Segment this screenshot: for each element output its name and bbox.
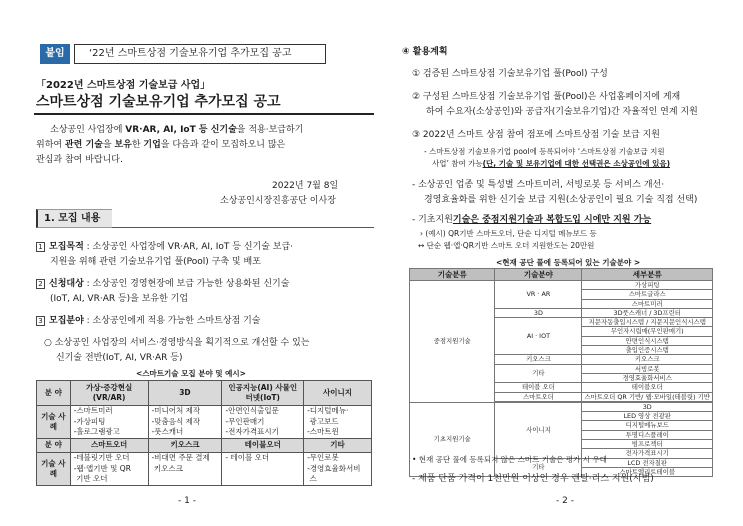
- table-header: 세부분류: [582, 269, 713, 281]
- group-cell: 기초지원기술: [410, 402, 495, 476]
- detail-cell: 3D풋스캐너 / 3D프린터: [582, 308, 713, 317]
- item-field: 3 모집분야 : 소상공인에게 적용 가능한 스마트상점 기술: [36, 314, 260, 328]
- item-target-cont: (IoT, AI, VR·AR 등)을 보유한 기업: [50, 294, 189, 304]
- plan-sub-3-example: › (예시) QR기반 스마트오더, 단순 디지털 메뉴보드 등: [420, 229, 597, 238]
- field-cell: 스마트오더: [495, 392, 582, 401]
- detail-cell: 스마트오더 QR 기반/ 웹·모바일(테블릿) 기반: [582, 392, 713, 401]
- note-1: • 현재 공단 풀에 등록되지 않은 스마트 기술은 평가 시 우대: [412, 455, 607, 464]
- table-cell: -비대면 주문 결제 키오스크: [148, 453, 222, 486]
- field-cell: 테이블 오더: [495, 383, 582, 392]
- table-caption: <현재 공단 풀에 등록되어 있는 기술분야 >: [496, 258, 641, 267]
- field-cell: 키오스크: [495, 355, 582, 364]
- tech-fields-table: [36, 380, 372, 486]
- plan-item-2-cont: 하여 수요자(소상공인)와 공급자(기술보유기업)간 자율적인 연계 지원: [426, 107, 698, 117]
- field-cell: VR · AR: [495, 281, 582, 309]
- plan-item-2: ② 구성된 스마트상점 기술보유기업 풀(Pool)은 사업홈페이지에 게재: [412, 92, 681, 102]
- table-header: 사이니지: [304, 381, 372, 406]
- detail-cell: 테이블오더: [582, 383, 713, 392]
- item-purpose-cont: 지원을 위해 관련 기술보유기업 풀(Pool) 구축 및 배포: [50, 257, 261, 267]
- intro-line-1: 소상공인 사업장에 VR·AR, AI, IoT 등 신기술을 적용·보급하기: [50, 125, 304, 135]
- row-label: 기술 사례: [37, 406, 71, 439]
- detail-cell: 출입인증시스템: [582, 346, 713, 355]
- detail-cell: 스마트미러: [582, 299, 713, 308]
- plan-sub-3-limit: ↔ 단순 웹·앱·QR기반 스마트 오더 지원한도는 20만원: [418, 241, 595, 250]
- detail-cell: 가상피팅: [582, 281, 713, 290]
- table-cell: -스마트미러 -가상피팅 -홀로그램광고: [70, 406, 148, 439]
- detail-cell: 무인자시립매(무인판매기): [582, 327, 713, 336]
- table-header: 기술분야: [495, 269, 582, 281]
- page-title: 스마트상점 기술보유기업 추가모집 공고: [36, 94, 281, 110]
- plan-item-3: ③ 2022년 스마트 상점 참여 점포에 스마트상점 기술 보급 지원: [412, 130, 660, 140]
- plan-sub-1-cont: 사업’ 참여 가능(단, 기술 및 보유기업에 대한 선택권은 소상공인에 있음): [432, 159, 670, 168]
- intro-line-2: 위하여 관련 기술을 보유한 기업을 다음과 같이 모집하오니 많은: [36, 140, 286, 150]
- detail-cell: 3D: [582, 402, 713, 411]
- plan-sub-2-cont: 경영효율화를 위한 신기술 보급 지원(소상공인이 필요 기술 직접 선택): [424, 195, 698, 205]
- note-2: - 제품 단품 가격이 1천만원 이상인 경우 렌탈·리스 지원(시범): [412, 474, 654, 484]
- header-box: ‘22년 스마트상점 기술보유기업 추가모집 공고: [74, 44, 326, 64]
- detail-cell: 빔프로젝터: [582, 440, 713, 449]
- detail-cell: LED 영상 전광판: [582, 412, 713, 421]
- detail-cell: 전자가격표시기: [582, 449, 713, 458]
- plan-item-1: ① 검증된 스마트상점 기술보유기업 풀(Pool) 구성: [412, 69, 608, 79]
- date: 2022년 7월 8일: [272, 181, 339, 191]
- intro-line-3: 관심과 참여 바랍니다.: [36, 155, 123, 165]
- table-cell: -무인로봇 -경영효율화서비 스: [304, 453, 372, 486]
- field-cell: 사이니지: [495, 402, 582, 458]
- table-header: 기타: [304, 439, 372, 453]
- detail-cell: 디지털메뉴보드: [582, 421, 713, 430]
- item-purpose: 1 모집목적 : 소상공인 사업장에 VR·AR, AI, IoT 등 신기술 보급·: [36, 240, 293, 254]
- table-cell: - 테이블 오더: [222, 453, 304, 486]
- table-cell: -테블릿기반 오더 -웹·앱기반 및 QR 기반 오더: [70, 453, 148, 486]
- table-header: 테이블오더: [222, 439, 304, 453]
- table-cell: -디지털메뉴· 광고보드 -스마트윈: [304, 406, 372, 439]
- detail-cell: 키오스크: [582, 355, 713, 364]
- field-cell: 기타: [495, 458, 582, 477]
- registered-tech-table: [409, 268, 713, 477]
- detail-cell: 스마트글라스: [582, 290, 713, 299]
- table-header: 분 야: [37, 439, 71, 453]
- table-cell: -안면인식출입문 -무인판매기 -전자가격표시기: [222, 406, 304, 439]
- field-cell: 3D: [495, 308, 582, 317]
- table-header: 3D: [148, 381, 222, 406]
- table-caption: <스마트기술 모집 분야 및 예시>: [136, 369, 246, 378]
- subtitle: 「2022년 스마트상점 기술보급 사업」: [36, 80, 211, 91]
- table-header: 키오스크: [148, 439, 222, 453]
- detail-cell: 투명디스플레이: [582, 430, 713, 439]
- plan-sub-1: - 스마트상점 기술보유기업 pool에 등록되어야 ‘스마트상점 기술보급 지원: [424, 147, 665, 156]
- table-header: 가상·증강현실 (VR/AR): [70, 381, 148, 406]
- plan-sub-2: - 소상공인 업종 및 특성별 스마트미러, 서빙로봇 등 서비스 개선·: [412, 180, 665, 190]
- detail-cell: 안면인식시스템: [582, 336, 713, 345]
- table-cell: -미니어처 제작 -맞춤음식 제작 -풋스캐너: [148, 406, 222, 439]
- sub-bullet: ○ 소상공인 사업장의 서비스·경영방식을 획기적으로 개선할 수 있는: [44, 338, 310, 348]
- detail-cell: 서빙로봇: [582, 364, 713, 373]
- detail-cell: 경영효율화서비스: [582, 373, 713, 382]
- title-divider: [34, 113, 374, 115]
- plan-sub-3: - 기초지원기술은 중점지원기술과 복합도입 시에만 지원 가능: [412, 215, 652, 225]
- field-cell: AI · IOT: [495, 318, 582, 355]
- page-number: - 2 -: [556, 496, 574, 506]
- page-number: - 1 -: [178, 496, 196, 506]
- group-cell: 중점지원기술: [410, 281, 495, 403]
- item-target: 2 신청대상 : 소상공인 경영현장에 보급 가능한 상용화된 신기술: [36, 277, 289, 291]
- table-header: 인공지능(AI) 사물인터넷(IoT): [222, 381, 304, 406]
- field-cell: 기타: [495, 364, 582, 383]
- detail-cell: 스마트엘리트테이블: [582, 467, 713, 476]
- table-header: 기술분류: [410, 269, 495, 281]
- detail-cell: 지문자동출입시스템 / 지문지문인식시스템: [582, 318, 713, 327]
- organization: 소상공인시장진흥공단 이사장: [220, 196, 336, 206]
- table-header: 스마트오더: [70, 439, 148, 453]
- detail-cell: LCD 전자칠판: [582, 458, 713, 467]
- row-label: 기술 사례: [37, 453, 71, 486]
- sub-bullet-cont: 신기술 전반(IoT, AI, VR·AR 등): [56, 353, 183, 363]
- section-divider: [112, 227, 374, 228]
- table-header: 분 야: [37, 381, 71, 406]
- section-title: ④ 활용계획: [402, 47, 448, 57]
- section-title: 1. 모집 내용: [36, 209, 112, 228]
- attachment-badge: 붙임: [40, 44, 70, 64]
